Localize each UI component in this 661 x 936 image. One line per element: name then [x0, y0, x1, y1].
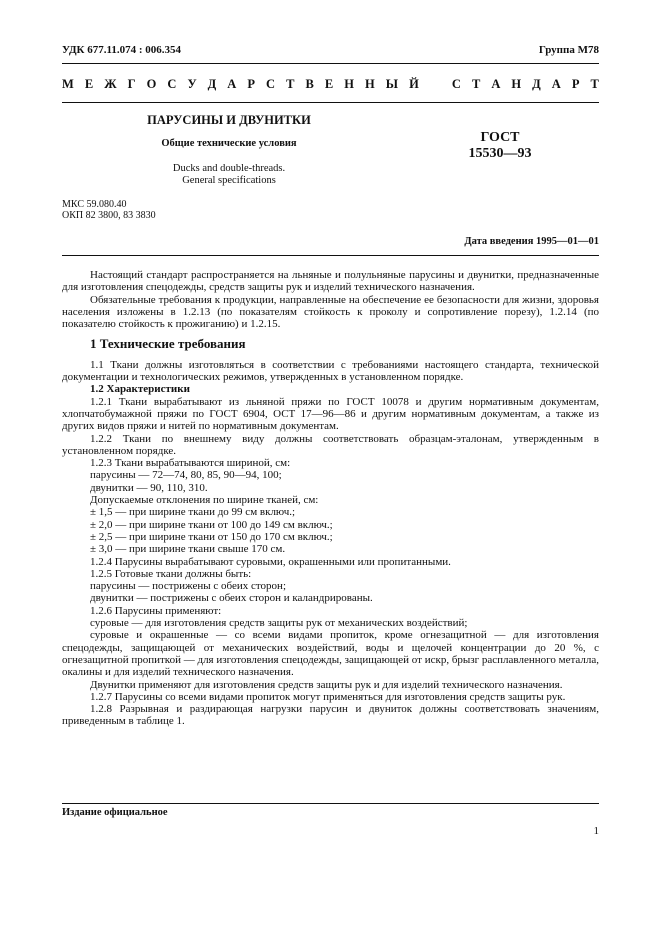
- gost-number: [440, 130, 560, 162]
- banner-letter: Е: [84, 77, 94, 91]
- okp-code: ОКП 82 3800, 83 3830: [62, 210, 156, 221]
- clause-1-2-4: 1.2.4 Парусины вырабатывают суровыми, окрашенными или пропитанными.: [90, 555, 451, 568]
- banner-letter: С: [167, 77, 177, 91]
- banner-letter: Г: [127, 77, 136, 91]
- date-rule: [62, 255, 599, 256]
- clause-1-2-3: 1.2.3 Ткани вырабатываются шириной, см:: [90, 457, 291, 470]
- deviation-item: ± 3,0 — при ширине ткани свыше 170 см.: [90, 543, 286, 556]
- official-edition-label: Издание официальное: [62, 807, 168, 818]
- clause-1-1: 1.1 Ткани должны изготовляться в соответствии с требованиями настоящего стандарта, технической документации и технологических режимов, утвержденных в установленном порядке.: [62, 358, 599, 384]
- banner-letter: Т: [471, 77, 481, 91]
- top-rule: [62, 63, 599, 64]
- banner-letter: А: [551, 77, 561, 91]
- effective-date: Дата введения 1995—01—01: [464, 236, 599, 247]
- banner-letter: Т: [286, 77, 295, 91]
- deviation-item: ± 1,5 — при ширине ткани до 99 см включ.;: [90, 506, 296, 519]
- document-title: ПАРУСИНЫ И ДВУНИТКИ: [147, 113, 311, 127]
- banner-letter: Н: [511, 77, 522, 91]
- clause-1-2-1: 1.2.1 Ткани вырабатывают из льняной пряжи по ГОСТ 10078 и другим нормативным документам, хлопчатобумажной пряжи по ГОСТ 6904, ОСТ 17—96—86 и другим нормативным документам, а также из других видов пряжи и нитей по нормативным документам.: [62, 395, 599, 433]
- deviation-item: ± 2,0 — при ширине ткани от 100 до 149 см включ.;: [90, 518, 333, 531]
- clause-1-2-heading: 1.2 Характеристики: [90, 383, 190, 396]
- clause-1-2-6: 1.2.6 Парусины применяют:: [90, 604, 222, 617]
- banner-letter: Д: [532, 77, 541, 91]
- group-code: Группа М78: [538, 44, 599, 56]
- usage-item: Двунитки применяют для изготовления средств защиты рук и для изделий технического назначения.: [90, 678, 563, 691]
- banner-letter: Д: [207, 77, 217, 91]
- banner-letter: Н: [344, 77, 354, 91]
- banner-letter: О: [146, 77, 157, 91]
- page-number: 1: [593, 825, 599, 837]
- gost-code: 15530—93: [468, 146, 532, 161]
- banner-letter: У: [187, 77, 197, 91]
- mks-code: МКС 59.080.40: [62, 199, 127, 210]
- english-title: [90, 163, 368, 187]
- classification-codes: [62, 199, 156, 221]
- banner-letter: В: [305, 77, 314, 91]
- banner-letter: С: [266, 77, 276, 91]
- clause-1-2-5: 1.2.5 Готовые ткани должны быть:: [90, 567, 252, 580]
- english-title-line-1: Ducks and double-threads.: [172, 163, 286, 174]
- banner-letter: Ы: [385, 77, 399, 91]
- usage-item: суровые — для изготовления средств защиты рук от механических воздействий;: [90, 617, 468, 630]
- banner-letter: Е: [324, 77, 334, 91]
- clause-1-2-7: 1.2.7 Парусины со всеми видами пропиток могут применяться для изготовления средств защиты рук.: [90, 690, 566, 703]
- document-subtitle: Общие технические условия: [161, 138, 297, 149]
- banner-letter: С: [451, 77, 461, 91]
- usage-item: суровые и окрашенные — со всеми видами пропиток, кроме огнезащитной — для изготовления спецодежды, защищающей от механических воздействий, воды и щелочей концентрации до 20 %, с огнезащитной пропиткой — для изготовления спецодежды, защищающей от искр, брызг расплавленного металла, окалины и для изделий технического назначения.: [62, 629, 599, 679]
- width-dvunitki: двунитки — 90, 110, 310.: [90, 481, 208, 494]
- intro-paragraph: Настоящий стандарт распространяется на льняные и полульняные парусины и двунитки, предназначенные для изготовления спецодежды, средств защиты рук и изделий технического назначения.: [62, 269, 599, 294]
- banner-letter: Р: [571, 77, 580, 91]
- banner-letter: Р: [247, 77, 255, 91]
- banner-rule: [62, 102, 599, 103]
- banner-letter: Н: [364, 77, 375, 91]
- clause-1-2-2: 1.2.2 Ткани по внешнему виду должны соответствовать образцам-эталонам, утвержденным в установленном порядке.: [62, 432, 599, 457]
- gost-label: ГОСТ: [480, 130, 520, 145]
- document-body: [62, 269, 599, 728]
- banner-letter: Й: [409, 77, 419, 91]
- finish-parusiny: парусины — пострижены с обеих сторон;: [90, 580, 286, 593]
- banner-letter: М: [62, 77, 74, 91]
- deviation-heading: Допускаемые отклонения по ширине тканей, см:: [90, 494, 319, 507]
- section-heading: 1 Технические требования: [90, 336, 246, 352]
- interstate-standard-banner: [62, 77, 599, 92]
- banner-letter: Ж: [104, 77, 117, 91]
- finish-dvunitki: двунитки — пострижены с обеих сторон и каландрированы.: [90, 592, 373, 605]
- banner-letter: А: [227, 77, 237, 91]
- udk-code: УДК 677.11.074 : 006.354: [62, 44, 182, 56]
- english-title-line-2: General specifications: [182, 175, 276, 186]
- intro-paragraph: Обязательные требования к продукции, направленные на обеспечение ее безопасности для жизни, здоровья населения изложены в 1.2.13 (по показателям стойкость к проколу и сопротивление порезу), 1.2.14 (по показателю стойкость к прожиганию) и 1.2.15.: [62, 293, 599, 331]
- clause-1-2-8: 1.2.8 Разрывная и раздирающая нагрузки парусин и двуниток должны соответствовать значениям, приведенным в таблице 1.: [62, 703, 599, 728]
- deviation-item: ± 2,5 — при ширине ткани от 150 до 170 см включ.;: [90, 530, 333, 543]
- banner-letter: Т: [590, 77, 599, 91]
- banner-letter: А: [491, 77, 501, 91]
- footer-rule: [62, 803, 599, 804]
- width-parusiny: парусины — 72—74, 80, 85, 90—94, 100;: [90, 469, 282, 482]
